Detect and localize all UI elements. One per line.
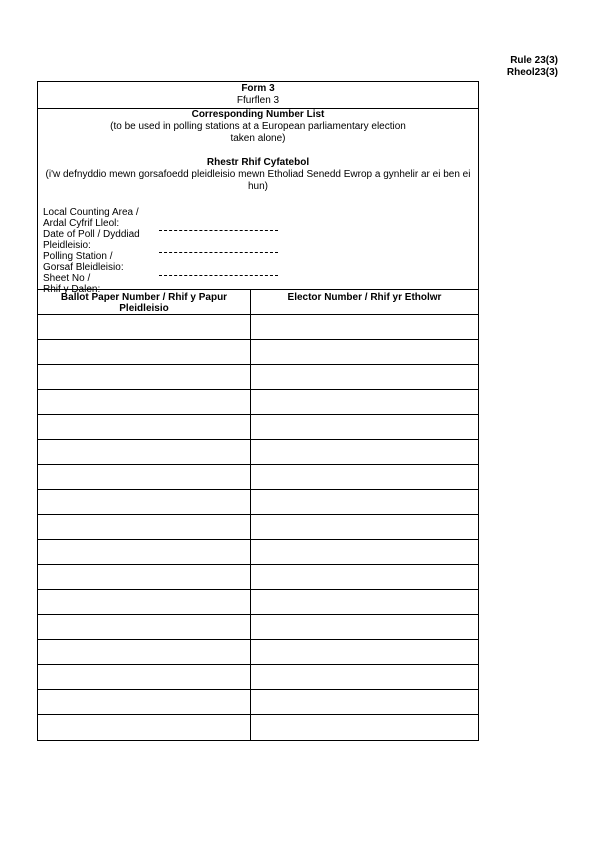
form-number-header	[38, 82, 478, 109]
elector-number-cell[interactable]	[251, 515, 478, 539]
local-counting-area-field[interactable]	[159, 230, 278, 231]
date-of-poll-label-en: Date of Poll / Dyddiad	[43, 229, 140, 240]
form-heading-en: Corresponding Number List	[191, 109, 325, 120]
table-row	[38, 315, 478, 340]
ballot-paper-number-cell[interactable]	[38, 715, 251, 740]
ballot-paper-number-cell[interactable]	[38, 490, 251, 514]
local-counting-area-label-cy: Ardal Cyfrif Lleol:	[43, 218, 120, 229]
table-row	[38, 565, 478, 590]
ballot-paper-number-cell[interactable]	[38, 665, 251, 689]
form-heading-cy: Rhestr Rhif Cyfatebol	[206, 157, 310, 168]
elector-number-cell[interactable]	[251, 640, 478, 664]
elector-number-cell[interactable]	[251, 615, 478, 639]
elector-number-cell[interactable]	[251, 690, 478, 714]
elector-number-cell[interactable]	[251, 340, 478, 364]
polling-station-field[interactable]	[159, 275, 278, 276]
number-table-header	[38, 290, 478, 315]
ballot-paper-number-cell[interactable]	[38, 640, 251, 664]
table-row	[38, 390, 478, 415]
ballot-paper-number-cell[interactable]	[38, 415, 251, 439]
ballot-paper-number-cell[interactable]	[38, 690, 251, 714]
elector-number-cell[interactable]	[251, 390, 478, 414]
local-counting-area-label-en: Local Counting Area /	[43, 207, 139, 218]
elector-number-cell[interactable]	[251, 665, 478, 689]
ballot-paper-number-cell[interactable]	[38, 315, 251, 339]
table-row	[38, 715, 478, 740]
polling-station-label-en: Polling Station /	[43, 251, 113, 262]
table-row	[38, 590, 478, 615]
elector-number-cell[interactable]	[251, 540, 478, 564]
table-row	[38, 415, 478, 440]
elector-number-cell[interactable]	[251, 365, 478, 389]
table-row	[38, 540, 478, 565]
elector-number-cell[interactable]	[251, 315, 478, 339]
elector-number-cell[interactable]	[251, 490, 478, 514]
form-title-cy: Ffurflen 3	[236, 95, 280, 106]
ballot-paper-number-cell[interactable]	[38, 515, 251, 539]
ballot-paper-number-cell[interactable]	[38, 440, 251, 464]
corresponding-number-list-form	[37, 81, 479, 741]
elector-number-cell[interactable]	[251, 465, 478, 489]
table-row	[38, 440, 478, 465]
form-title-en: Form 3	[241, 83, 275, 94]
rule-reference	[507, 55, 558, 79]
date-of-poll-label-cy: Pleidleisio:	[43, 240, 91, 251]
elector-number-cell[interactable]	[251, 715, 478, 740]
form-subheading-en: (to be used in polling stations at a European parliamentary election taken alone)	[110, 121, 406, 144]
elector-number-cell[interactable]	[251, 440, 478, 464]
sheet-no-label-cy: Rhif y Dalen:	[43, 284, 101, 295]
number-table-body	[38, 315, 478, 740]
form-fields	[38, 193, 478, 295]
table-row	[38, 490, 478, 515]
polling-station-label-cy: Gorsaf Bleidleisio:	[43, 262, 124, 273]
table-row	[38, 665, 478, 690]
ballot-paper-number-cell[interactable]	[38, 365, 251, 389]
table-row	[38, 690, 478, 715]
date-of-poll-field[interactable]	[159, 252, 278, 253]
ballot-paper-number-cell[interactable]	[38, 540, 251, 564]
elector-number-cell[interactable]	[251, 415, 478, 439]
elector-number-column-header: Elector Number / Rhif yr Etholwr	[287, 292, 442, 303]
ballot-paper-number-cell[interactable]	[38, 590, 251, 614]
number-table	[38, 289, 478, 740]
rule-reference-en: Rule 23(3)	[510, 55, 558, 66]
table-row	[38, 465, 478, 490]
sheet-no-label-en: Sheet No /	[43, 273, 91, 284]
ballot-paper-number-cell[interactable]	[38, 390, 251, 414]
table-row	[38, 640, 478, 665]
rule-reference-cy: Rheol23(3)	[506, 67, 558, 78]
table-row	[38, 340, 478, 365]
form-subheading-cy: (i'w defnyddio mewn gorsafoedd pleidleisio mewn Etholiad Senedd Ewrop a gynhelir ar ei ben ei hun)	[45, 169, 471, 192]
table-row	[38, 365, 478, 390]
elector-number-cell[interactable]	[251, 565, 478, 589]
ballot-paper-number-cell[interactable]	[38, 340, 251, 364]
ballot-paper-number-column-header: Ballot Paper Number / Rhif y Papur Pleidleisio	[38, 290, 251, 314]
table-row	[38, 615, 478, 640]
ballot-paper-number-cell[interactable]	[38, 615, 251, 639]
elector-number-cell[interactable]	[251, 590, 478, 614]
ballot-paper-number-cell[interactable]	[38, 465, 251, 489]
ballot-paper-number-cell[interactable]	[38, 565, 251, 589]
form-intro	[38, 109, 478, 193]
table-row	[38, 515, 478, 540]
